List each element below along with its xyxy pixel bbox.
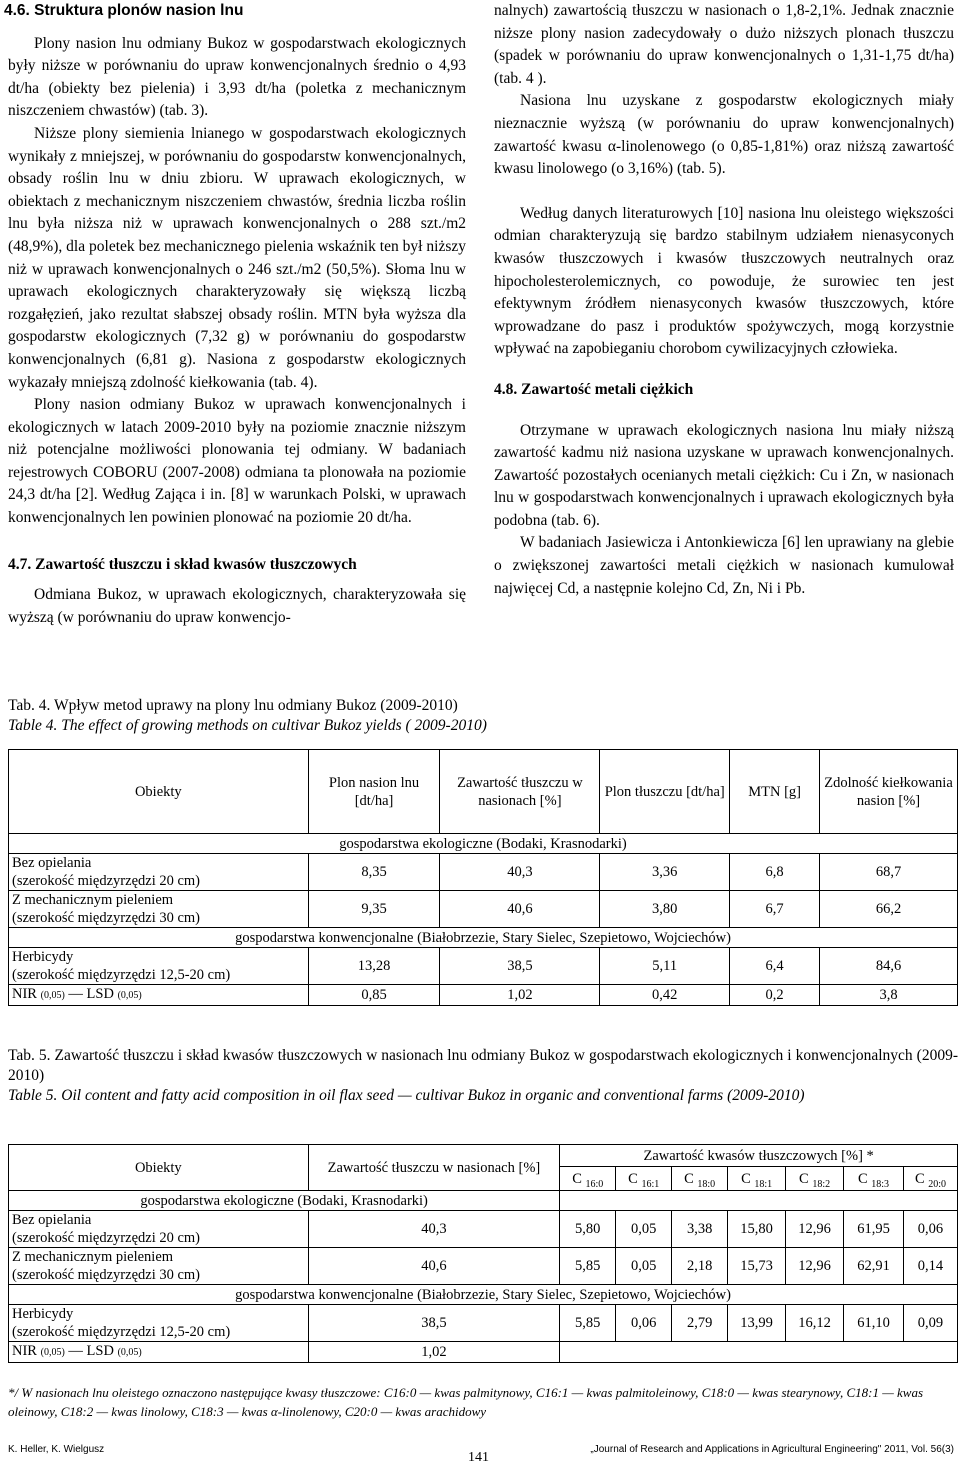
cell: 1,02 [440, 985, 600, 1006]
table-row [9, 854, 958, 891]
table-row [9, 948, 958, 985]
footer-journal: „Journal of Research and Applications in Agricultural Engineering" 2011, Vol. 56(3) [590, 1444, 954, 1455]
group-empty [560, 1191, 958, 1211]
col-header: Plon nasion lnu [dt/ha] [308, 750, 440, 834]
col-header: Obiekty [9, 1145, 309, 1191]
cell: 61,10 [844, 1305, 904, 1342]
cell: 0,06 [903, 1211, 957, 1248]
row-label: NIR (0,05) — LSD (0,05) [9, 1342, 309, 1363]
cell: 0,85 [308, 985, 440, 1006]
row-label: Bez opielania (szerokość międzyrzędzi 20 cm) [9, 1211, 309, 1248]
paragraph: Niższe plony siemienia lnianego w gospodarstwach ekologicznych wynikały z mniejszej, w porównaniu do gospodarstw konwencjonalnych, obsady roślin lnu w dniu zbioru. W uprawach ekologicznych, w obiektach z mechanicznym niszczeniem chwastów, średnia liczba roślin lnu była niższa niż w uprawach konwencjonalnych o 288 szt./m2 (48,9%), dla poletek bez mechanicznego pielenia wskaźnik ten był niższy niż w uprawach konwencjonalnych o 246 szt./m2 (50,5%). Słoma lnu w uprawach ekologicznych charakteryzowały się większą liczbą rozgałęzień, jako rezultat słabszej obsady roślin. MTN była wyższa dla gospodarstw ekologicznych (7,32 g) w porównaniu do gospodarstw konwencjonalnych (6,81 g). Nasiona z gospodarstw ekologicznych wykazały mniejszą zdolność kiełkowania (tab. 4). [8, 124, 466, 391]
cell: 0,06 [616, 1305, 672, 1342]
table5-footnote: */ W nasionach lnu oleistego oznaczono następujące kwasy tłuszczowe: C16:0 — kwas palmitynowy, C16:1 — kwas palmitoleinowy, C18:0 — kwas stearynowy, C18:1 — kwas oleinowy, C18:2 — kwas linolowy, C18:3 — kwas α-linolenowy, C20:0 — kwas arachidowy [8, 1385, 924, 1419]
group-row [9, 928, 958, 948]
table-row [9, 1211, 958, 1248]
cell: 6,4 [730, 948, 820, 985]
row-label: NIR (0,05) — LSD (0,05) [9, 985, 309, 1006]
section-title-4-8: 4.8. Zawartość metali ciężkich [494, 380, 694, 398]
footer-authors: K. Heller, K. Wielgusz [8, 1444, 105, 1455]
table-header-row [9, 1145, 958, 1167]
table5-caption-en: Table 5. Oil content and fatty acid composition in oil flax seed — cultivar Bukoz in organic and conventional farms (2009-2010) [8, 1087, 805, 1104]
cell: 3,80 [600, 891, 730, 928]
paragraph: nalnych) zawartością tłuszczu w nasionach o 1,8-2,1%. Jednak znacznie niższe plony nasion zadecydowały o dużo niższych plonach tłuszczu (spadek w porównaniu do upraw konwencjonalnych o 1,31-1,75 dt/ha) (tab. 4 ). [494, 2, 954, 87]
table-row [9, 891, 958, 928]
table-row [9, 1305, 958, 1342]
table5-caption [8, 1046, 958, 1106]
cell: 12,96 [786, 1248, 844, 1285]
cell: 0,09 [903, 1305, 957, 1342]
cell: 3,36 [600, 854, 730, 891]
paragraph: Odmiana Bukoz, w uprawach ekologicznych, charakteryzowała się wyższą (w porównaniu do upraw konwencjo- [8, 586, 466, 626]
table4-caption-en: Table 4. The effect of growing methods on cultivar Bukoz yields ( 2009-2010) [8, 717, 487, 734]
cell: 0,05 [616, 1248, 672, 1285]
cell: 5,11 [600, 948, 730, 985]
cell: 6,7 [730, 891, 820, 928]
cell: 0,2 [730, 985, 820, 1006]
cell: 40,3 [440, 854, 600, 891]
acid-col-header: C $_{16:1}$ [616, 1167, 672, 1191]
col-header: Plon tłuszczu [dt/ha] [600, 750, 730, 834]
table5-caption-pl: Tab. 5. Zawartość tłuszczu i skład kwasów tłuszczowych w nasionach lnu odmiany Bukoz w gospodarstwach ekologicznych i konwencjonalnych (2009-2010) [8, 1047, 958, 1084]
cell-empty [560, 1342, 958, 1363]
cell: 15,80 [728, 1211, 786, 1248]
group-label-eco: gospodarstwa ekologiczne (Bodaki, Krasnodarki) [9, 834, 958, 854]
col-header: MTN [g] [730, 750, 820, 834]
cell: 12,96 [786, 1211, 844, 1248]
cell: 0,14 [903, 1248, 957, 1285]
acid-col-header: C $_{18:2}$ [786, 1167, 844, 1191]
cell: 3,8 [820, 985, 958, 1006]
cell: 5,85 [560, 1305, 616, 1342]
cell: 84,6 [820, 948, 958, 985]
cell: 5,85 [560, 1248, 616, 1285]
table-header-row [9, 750, 958, 834]
acid-col-header: C $_{18:1}$ [728, 1167, 786, 1191]
group-label-conv: gospodarstwa konwencjonalne (Białobrzezie, Stary Sielec, Szepietowo, Wojciechów) [9, 1285, 958, 1305]
acid-col-header: C $_{18:3}$ [844, 1167, 904, 1191]
acid-col-header: C $_{18:0}$ [672, 1167, 728, 1191]
group-row [9, 1285, 958, 1305]
left-column [4, 0, 466, 629]
paragraph: W badaniach Jasiewicza i Antonkiewicza [6] len uprawiany na glebie o zwiększonej zawartości metali ciężkich w nasionach kumulował najwięcej Cd, a następnie kolejno Cd, Zn, Ni i Pb. [494, 534, 954, 597]
right-column [494, 0, 954, 600]
cell: 1,02 [308, 1342, 560, 1363]
group-label-eco: gospodarstwa ekologiczne (Bodaki, Krasnodarki) [9, 1191, 560, 1211]
col-header: Zawartość tłuszczu w nasionach [%] [308, 1145, 560, 1191]
cell: 38,5 [440, 948, 600, 985]
paragraph: Plony nasion lnu odmiany Bukoz w gospodarstwach ekologicznych były niższe w porównaniu do upraw konwencjonalnych średnio o 4,93 dt/ha (obiekty bez pielenia) i 3,93 dt/ha (poletka z mechanicznym niszczeniem chwastów) (tab. 3). [8, 34, 466, 120]
cell: 61,95 [844, 1211, 904, 1248]
section-title-4-6: 4.6. Struktura plonów nasion lnu [4, 2, 244, 19]
cell: 13,28 [308, 948, 440, 985]
row-label: Z mechanicznym pieleniem (szerokość międzyrzędzi 30 cm) [9, 891, 309, 928]
paragraph: Według danych literaturowych [10] nasiona lnu oleistego większości odmian charakteryzują się bardzo stabilnym udziałem nienasyconych kwasów tłuszczowych i kwasów tłuszczowych neutralnych oraz hipocholesterolemicznych, co powoduje, że surowiec ten jest efektywnym źródłem nienasyconych kwasów tłuszczowych, które wprowadzane do pasz i produktów spożywczych, mogą korzystnie wpływać na zapobieganiu chorobom cywilizacyjnych człowieka. [494, 204, 954, 358]
table-row [9, 1248, 958, 1285]
cell: 3,38 [672, 1211, 728, 1248]
row-label: Z mechanicznym pieleniem (szerokość międzyrzędzi 30 cm) [9, 1248, 309, 1285]
row-label: Herbicydy (szerokość międzyrzędzi 12,5-20 cm) [9, 948, 309, 985]
cell: 9,35 [308, 891, 440, 928]
cell: 6,8 [730, 854, 820, 891]
nir-row [9, 1342, 958, 1363]
paragraph: Plony nasion odmiany Bukoz w uprawach konwencjonalnych i ekologicznych w latach 2009-2010 były na poziomie znacznie niższym niż potencjalne możliwości plonowania tej odmiany. W badaniach rejestrowych COBORU (2007-2008) odmiana ta plonowała na poziomie 24,3 dt/ha [2]. Według Zająca i in. [8] w warunkach Polski, w uprawach konwencjonalnych len powinien plonować na poziomie 20 dt/ha. [8, 396, 466, 527]
col-header: Zawartość tłuszczu w nasionach [%] [440, 750, 600, 834]
cell: 66,2 [820, 891, 958, 928]
page-number: 141 [468, 1450, 489, 1465]
acid-col-header: C $_{16:0}$ [560, 1167, 616, 1191]
group-row [9, 1191, 958, 1211]
nir-row [9, 985, 958, 1006]
cell: 5,80 [560, 1211, 616, 1248]
cell: 2,79 [672, 1305, 728, 1342]
cell: 13,99 [728, 1305, 786, 1342]
row-label: Bez opielania (szerokość międzyrzędzi 20 cm) [9, 854, 309, 891]
paragraph: Otrzymane w uprawach ekologicznych nasiona lnu miały niższą zawartość kadmu niż nasiona uzyskane w uprawach konwencjonalnych. Zawartość pozostałych ocenianych metali ciężkich: Cu i Zn, w nasionach lnu w gospodarstwach konwencjonalnych i uprawach ekologicznych była podobna (tab. 6). [494, 421, 954, 529]
cell: 2,18 [672, 1248, 728, 1285]
cell: 38,5 [308, 1305, 560, 1342]
cell: 40,6 [308, 1248, 560, 1285]
table-5 [8, 1144, 958, 1363]
col-header: Obiekty [9, 750, 309, 834]
col-header: Zawartość kwasów tłuszczowych [%] * [560, 1145, 958, 1167]
cell: 15,73 [728, 1248, 786, 1285]
cell: 40,6 [440, 891, 600, 928]
cell: 62,91 [844, 1248, 904, 1285]
paragraph: Nasiona lnu uzyskane z gospodarstw ekologicznych miały nieznacznie wyższą (w porównaniu do upraw konwencjonalnych) zawartość kwasu α-linolenowego (o 0,85-1,81%) oraz niższą zawartość kwasu linolowego (o 3,16%) (tab. 5). [494, 92, 954, 178]
table4-caption-pl: Tab. 4. Wpływ metod uprawy na plony lnu odmiany Bukoz (2009-2010) [8, 697, 458, 714]
table4-caption [8, 696, 958, 736]
cell: 8,35 [308, 854, 440, 891]
group-row [9, 834, 958, 854]
cell: 0,05 [616, 1211, 672, 1248]
cell: 68,7 [820, 854, 958, 891]
cell: 40,3 [308, 1211, 560, 1248]
acid-col-header: C $_{20:0}$ [903, 1167, 957, 1191]
cell: 16,12 [786, 1305, 844, 1342]
group-label-conv: gospodarstwa konwencjonalne (Białobrzezie, Stary Sielec, Szepietowo, Wojciechów) [9, 928, 958, 948]
row-label: Herbicydy (szerokość międzyrzędzi 12,5-20 cm) [9, 1305, 309, 1342]
table-4 [8, 749, 958, 1006]
cell: 0,42 [600, 985, 730, 1006]
col-header: Zdolność kiełkowania nasion [%] [820, 750, 958, 834]
section-title-4-7: 4.7. Zawartość tłuszczu i skład kwasów tłuszczowych [8, 555, 357, 573]
